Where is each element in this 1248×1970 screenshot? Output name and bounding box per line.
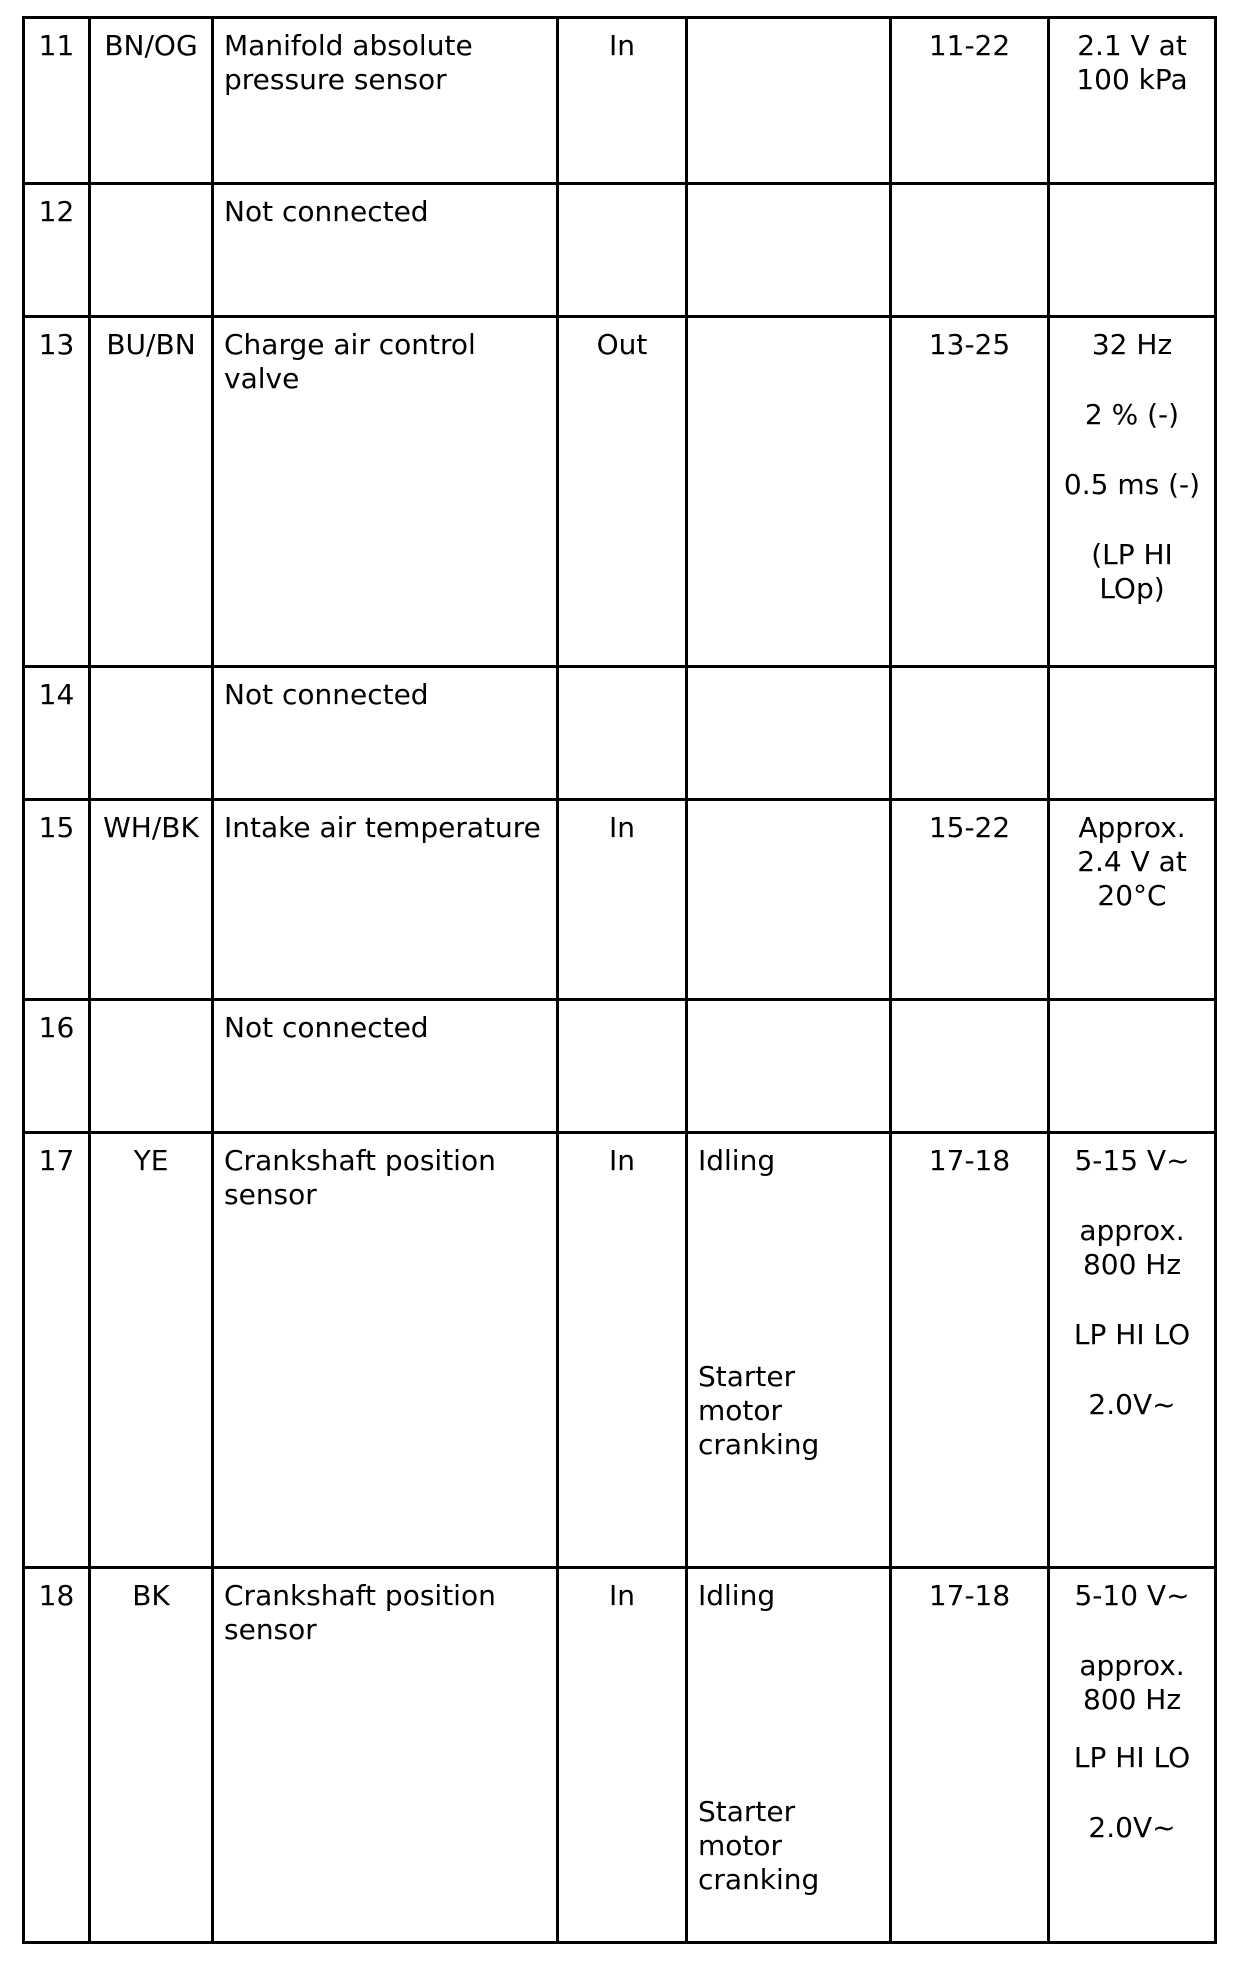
value-text: 5-15 V~ [1074,1144,1190,1177]
description-cell: Not connected [213,184,558,317]
condition-cell [687,667,891,800]
value-text: 0.5 ms (-) [1063,468,1201,501]
wire-color-cell: BU/BN [90,317,213,667]
value-text: LP HI LO [1073,1741,1191,1774]
description-cell: Intake air temperature [213,800,558,1000]
measure-points-cell: 13-25 [891,317,1049,667]
wire-color-cell [90,184,213,317]
measure-points-cell: 17-18 [891,1133,1049,1568]
description-cell: Crankshaft position sensor [213,1568,558,1943]
pin-number-cell: 18 [24,1568,90,1943]
wire-color-cell [90,1000,213,1133]
condition-cell [687,800,891,1000]
table-row [24,317,1216,667]
value-text: approx. 800 Hz [1079,1214,1185,1281]
table-row [24,667,1216,800]
condition-cell [687,184,891,317]
wire-color-cell: BK [90,1568,213,1943]
condition-cell [687,317,891,667]
description-cell: Not connected [213,667,558,800]
condition-text: Starter motor cranking [698,1795,820,1896]
pin-number-cell: 13 [24,317,90,667]
value-text: Approx. 2.4 V at 20°C [1077,811,1187,912]
direction-cell [558,184,687,317]
wire-color-cell: WH/BK [90,800,213,1000]
direction-cell: In [558,18,687,184]
value-cell [1049,1000,1216,1133]
condition-cell [687,1133,891,1568]
description-cell: Manifold absolute pressure sensor [213,18,558,184]
value-text: LP HI LO [1073,1318,1191,1351]
value-text: (LP HI LOp) [1091,538,1173,605]
condition-text: Idling [698,1144,776,1177]
measure-points-cell [891,1000,1049,1133]
measure-points-cell [891,184,1049,317]
description-cell: Charge air control valve [213,317,558,667]
value-cell [1049,667,1216,800]
measure-points-cell: 15-22 [891,800,1049,1000]
condition-cell [687,1000,891,1133]
value-text: 2.0V~ [1088,1811,1176,1844]
measure-points-cell: 11-22 [891,18,1049,184]
pin-number-cell: 12 [24,184,90,317]
pin-number-cell: 14 [24,667,90,800]
condition-text: Idling [698,1579,776,1612]
description-cell: Crankshaft position sensor [213,1133,558,1568]
measure-points-cell [891,667,1049,800]
direction-cell: Out [558,317,687,667]
wire-color-cell: YE [90,1133,213,1568]
table-row [24,1000,1216,1133]
wire-color-cell: BN/OG [90,18,213,184]
value-cell [1049,1133,1216,1568]
condition-cell [687,18,891,184]
table-row [24,1568,1216,1943]
direction-cell: In [558,1133,687,1568]
pin-number-cell: 11 [24,18,90,184]
wire-color-cell [90,667,213,800]
direction-cell: In [558,800,687,1000]
pin-table [22,16,1217,1944]
direction-cell: In [558,1568,687,1943]
value-cell [1049,317,1216,667]
pin-number-cell: 17 [24,1133,90,1568]
table-row [24,184,1216,317]
measure-points-cell: 17-18 [891,1568,1049,1943]
value-text: 2 % (-) [1084,398,1180,431]
direction-cell [558,667,687,800]
table-row [24,1133,1216,1568]
value-cell [1049,1568,1216,1943]
table-row [24,18,1216,184]
value-cell [1049,800,1216,1000]
condition-text: Starter motor cranking [698,1360,820,1461]
description-cell: Not connected [213,1000,558,1133]
condition-cell [687,1568,891,1943]
direction-cell [558,1000,687,1133]
value-cell [1049,184,1216,317]
value-cell [1049,18,1216,184]
value-text: 2.1 V at 100 kPa [1076,29,1188,96]
pin-number-cell: 16 [24,1000,90,1133]
value-text: 5-10 V~ [1074,1579,1190,1612]
table-row [24,800,1216,1000]
value-text: approx. 800 Hz [1079,1649,1185,1716]
value-text: 32 Hz [1091,328,1173,361]
value-text: 2.0V~ [1088,1388,1176,1421]
pin-number-cell: 15 [24,800,90,1000]
